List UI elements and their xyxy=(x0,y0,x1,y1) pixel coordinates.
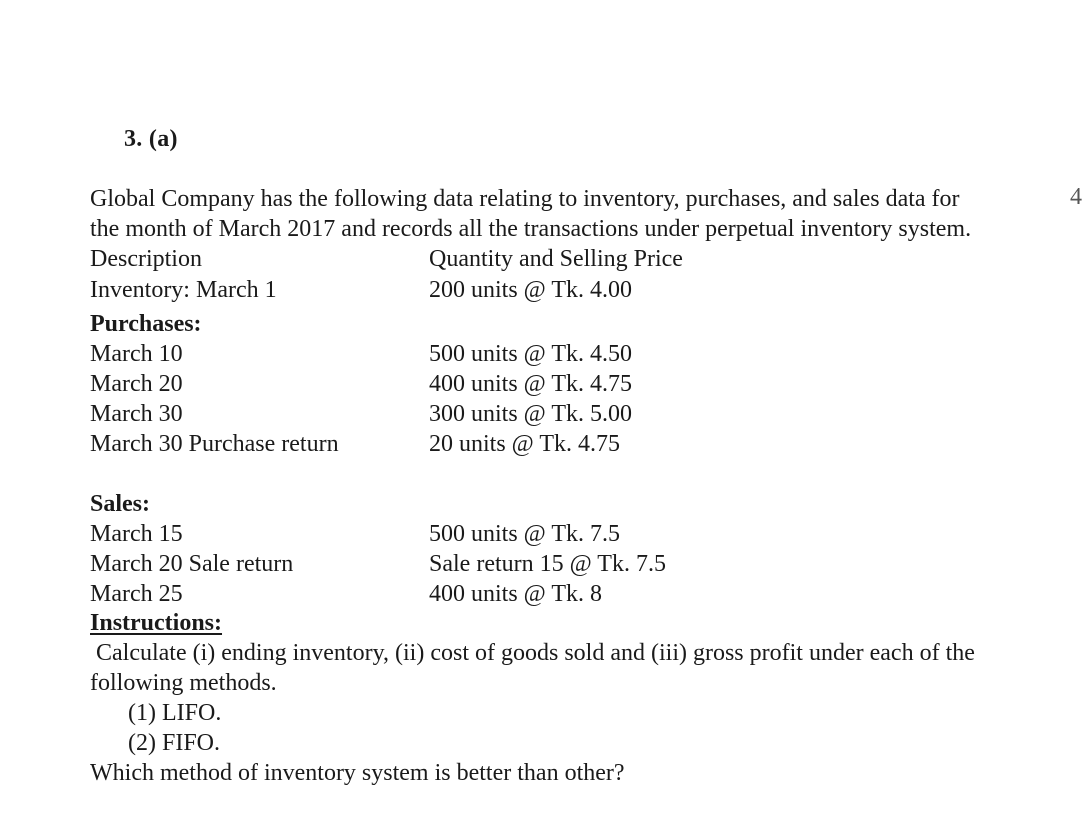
row-description: March 30 xyxy=(90,401,183,427)
sales-heading: Sales: xyxy=(90,491,150,517)
row-description: March 10 xyxy=(90,341,183,367)
row-value: 400 units @ Tk. 8 xyxy=(429,581,603,607)
row-description: March 30 Purchase return xyxy=(90,431,339,457)
row-value: 400 units @ Tk. 4.75 xyxy=(429,371,633,397)
row-description: March 25 xyxy=(90,581,183,607)
closing-question: Which method of inventory system is better than other? xyxy=(90,760,625,786)
method-lifo: (1) LIFO. xyxy=(128,700,222,726)
intro-paragraph xyxy=(90,184,1070,244)
row-description: Inventory: March 1 xyxy=(90,277,277,303)
intro-line-1: Global Company has the following data relating to inventory, purchases, and sales data for xyxy=(90,186,960,212)
row-value: 500 units @ Tk. 7.5 xyxy=(429,521,621,547)
row-value: 200 units @ Tk. 4.00 xyxy=(429,277,633,303)
header-value: Quantity and Selling Price xyxy=(429,246,683,272)
header-description: Description xyxy=(90,246,202,272)
intro-line-2: the month of March 2017 and records all the transactions under perpetual inventory system. xyxy=(90,216,972,242)
instructions-body xyxy=(90,638,1070,788)
row-description: March 20 xyxy=(90,371,183,397)
edge-fragment: 4 xyxy=(1070,184,1082,210)
purchases-heading: Purchases: xyxy=(90,311,202,337)
question-number: 3. (a) xyxy=(124,126,178,152)
method-fifo: (2) FIFO. xyxy=(128,730,221,756)
row-description: March 15 xyxy=(90,521,183,547)
instructions-line-1: Calculate (i) ending inventory, (ii) cost of goods sold and (iii) gross profit under each of the xyxy=(96,640,975,666)
row-value: 500 units @ Tk. 4.50 xyxy=(429,341,633,367)
row-value: 300 units @ Tk. 5.00 xyxy=(429,401,633,427)
row-value: Sale return 15 @ Tk. 7.5 xyxy=(429,551,666,577)
instructions-line-2: following methods. xyxy=(90,670,277,696)
row-value: 20 units @ Tk. 4.75 xyxy=(429,431,621,457)
instructions-heading: Instructions: xyxy=(90,610,223,636)
row-description: March 20 Sale return xyxy=(90,551,294,577)
